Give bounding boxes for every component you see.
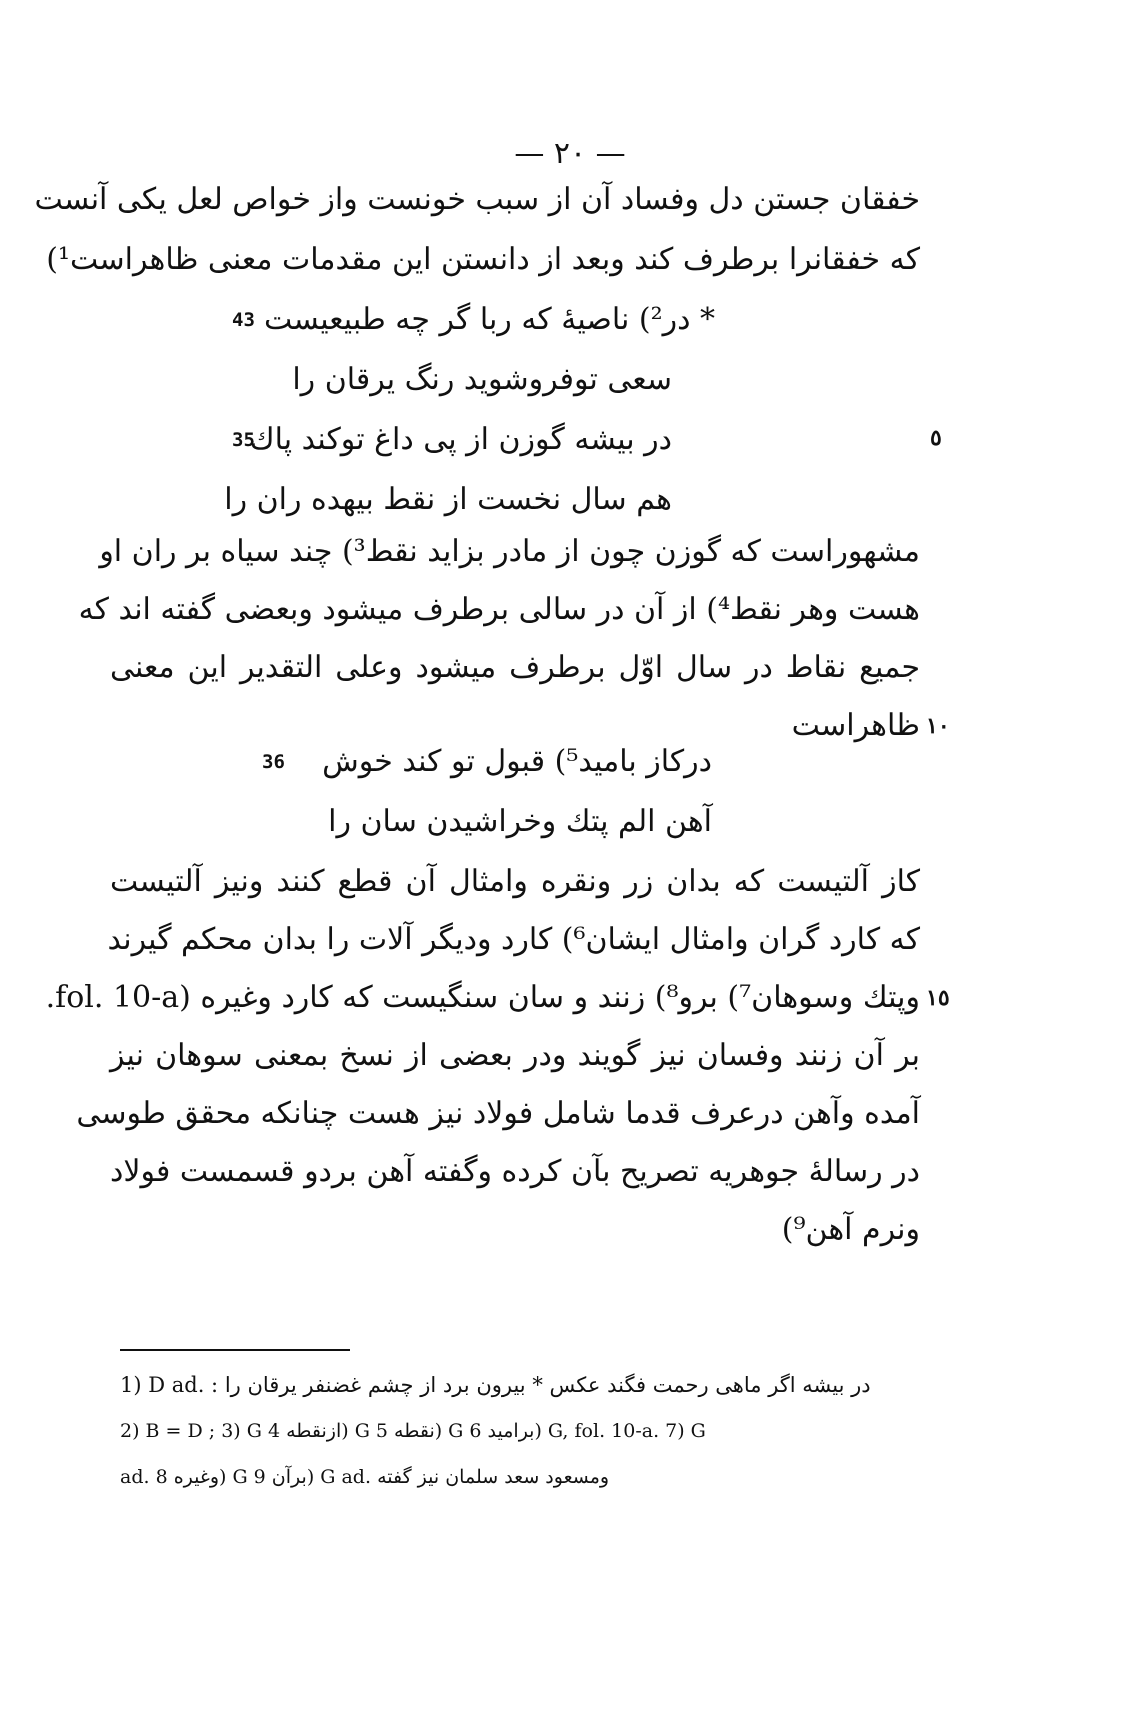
footnote-divider [120,1349,350,1351]
text-line: خفقان جستن دل وفساد آن از سبب خونست واز خواص لعل یکی آنست [34,182,920,217]
text-line: ونرم آهن⁹) [781,1212,920,1247]
verse-line: سعی توفروشوید رنگ یرقان را [292,362,672,397]
text-line: بر آن زنند وفسان نیز گویند ودر بعضی از نسخ بمعنی سوهان نیز [110,1038,920,1073]
verse-number: 35 [232,429,255,451]
verse-line: درکاز بامید⁵) قبول تو کند خوش [322,744,712,779]
text-line: که کارد گران وامثال ایشان⁶) کارد ودیگر آلات را بدان محکم گیرند [107,922,920,957]
verse-number: 36 [262,751,285,773]
verse-line: آهن الم پتك وخراشیدن سان را [328,804,712,839]
text-line: که خفقانرا برطرف کند وبعد از دانستن این مقدمات معنی ظاهراست¹) [46,242,920,277]
text-line: آمده وآهن درعرف قدما شامل فولاد نیز هست چنانکه محقق طوسی [76,1096,920,1131]
text-line: كاز آلتیست که بدان زر ونقره وامثال آن قطع کنند ونیز آلتیست [110,864,920,899]
text-line: هست وهر نقط⁴) از آن در سالی برطرف میشود وبعضی گفته اند که [78,592,920,627]
text-line: جمیع نقاط در سال اوّل برطرف میشود وعلی التقدیر این معنی [110,650,920,685]
text-line: در رسالهٔ جوهریه تصریح بآن کرده وگفته آهن بردو قسمست فولاد [110,1154,920,1189]
verse-number: 43 [232,309,255,331]
text-line: وپتك وسوهان⁷) برو⁸) زنند و سان سنگیست که کارد وغیره (fol. 10-a. [45,980,920,1015]
text-line: مشهوراست که گوزن چون از مادر بزاید نقط³) چند سیاه بر ران او [99,534,920,569]
verse-line: هم سال نخست از نقط بیهده ران را [224,482,672,517]
page-number: — ۲۰ — [514,136,626,171]
verse-line: در بیشه گوزن از پی داغ توکند پاك [249,422,672,457]
footnote-line: 1) D ad. : در بیشه اگر ماهی رحمت فگند عکس * بیرون برد از چشم غضنفر یرقان را [120,1373,871,1397]
margin-line-number: ٥ [930,425,942,451]
margin-line-number: ١٠ [926,713,950,739]
margin-line-number: ١٥ [926,985,950,1011]
text-line: ظاهراست [791,708,920,743]
footnote-line: 2) B = D ; 3) G ازنقطه 4) G نقطه 5) G برامید 6) G, fol. 10-a. 7) G [120,1420,706,1442]
verse-line: * در²) ناصیهٔ که ربا گر چه طبیعیست [264,302,715,337]
footnote-line: ad. وغیره 8) G برآن 9) G ad. ومسعود سعد سلمان نیز گفته [120,1466,610,1488]
